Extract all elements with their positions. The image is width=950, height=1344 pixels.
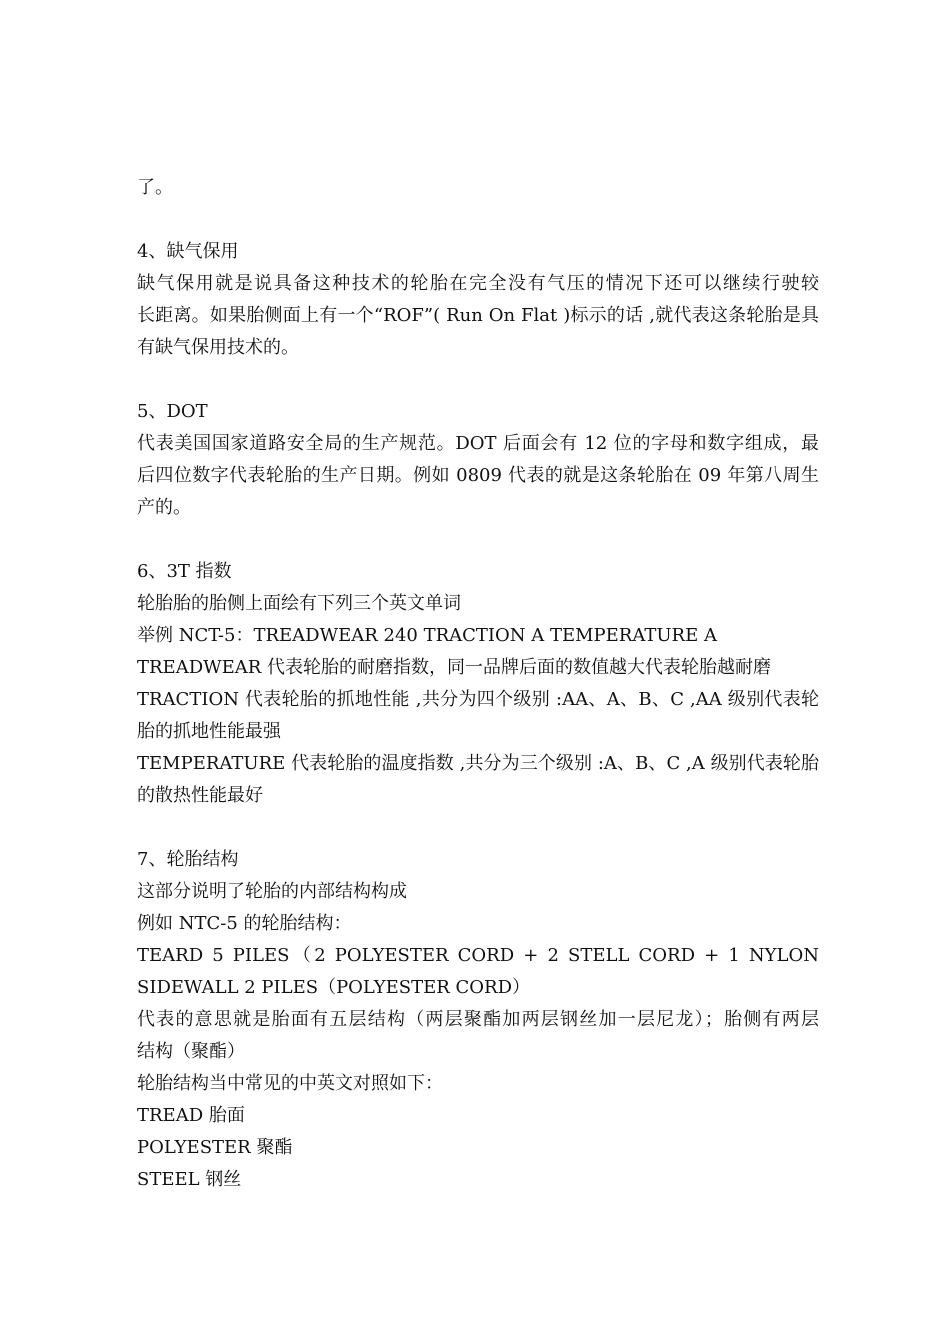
text-line: 代表的意思就是胎面有五层结构（两层聚酯加两层钢丝加一层尼龙）；胎侧有两层 <box>137 1009 819 1030</box>
text-line: 结构（聚酯） <box>137 1041 245 1062</box>
text-line: 举例 NCT-5：TREADWEAR 240 TRACTION A TEMPERATURE A <box>137 625 717 646</box>
text-line: SIDEWALL 2 PILES（POLYESTER CORD） <box>137 977 531 998</box>
glossary-item: POLYESTER 聚酯 <box>137 1137 293 1158</box>
blank-line <box>137 524 819 556</box>
blank-line <box>137 204 819 236</box>
text-line: 长距离。如果胎侧面上有一个“ROF”( Run On Flat )标示的话 ,就代表这条轮胎是具 <box>137 305 819 326</box>
section-heading-4: 4、缺气保用 <box>137 241 239 262</box>
text-line: 轮胎结构当中常见的中英文对照如下： <box>137 1073 443 1094</box>
text-line: TRACTION 代表轮胎的抓地性能 ,共分为四个级别 :AA、A、B、C ,AA 级别代表轮 <box>137 689 819 710</box>
text-line: TEARD 5 PILES（2 POLYESTER CORD + 2 STELL CORD + 1 NYLON <box>137 945 819 966</box>
text-line: 轮胎胎的胎侧上面绘有下列三个英文单词 <box>137 593 461 614</box>
text-line: TREADWEAR 代表轮胎的耐磨指数，同一品牌后面的数值越大代表轮胎越耐磨 <box>137 657 772 678</box>
section-heading-6: 6、3T 指数 <box>137 561 232 582</box>
text-line: 代表美国国家道路安全局的生产规范。DOT 后面会有 12 位的字母和数字组成，最 <box>137 433 819 454</box>
text-line: 胎的抓地性能最强 <box>137 721 281 742</box>
glossary-item: STEEL 钢丝 <box>137 1169 242 1190</box>
section-heading-5: 5、DOT <box>137 401 208 422</box>
section-heading-7: 7、轮胎结构 <box>137 849 239 870</box>
blank-line <box>137 364 819 396</box>
document-body <box>137 172 819 1196</box>
text-line: 了。 <box>137 177 173 198</box>
text-line: TEMPERATURE 代表轮胎的温度指数 ,共分为三个级别 :A、B、C ,A 级别代表轮胎 <box>137 753 819 774</box>
text-line: 产的。 <box>137 497 191 518</box>
glossary-item: TREAD 胎面 <box>137 1105 245 1126</box>
text-line: 的散热性能最好 <box>137 785 263 806</box>
text-line: 缺气保用就是说具备这种技术的轮胎在完全没有气压的情况下还可以继续行驶较 <box>137 273 819 294</box>
text-line: 后四位数字代表轮胎的生产日期。例如 0809 代表的就是这条轮胎在 09 年第八周生 <box>137 465 819 486</box>
text-line: 这部分说明了轮胎的内部结构构成 <box>137 881 407 902</box>
blank-line <box>137 812 819 844</box>
text-line: 有缺气保用技术的。 <box>137 337 299 358</box>
text-line: 例如 NTC-5 的轮胎结构： <box>137 913 352 934</box>
